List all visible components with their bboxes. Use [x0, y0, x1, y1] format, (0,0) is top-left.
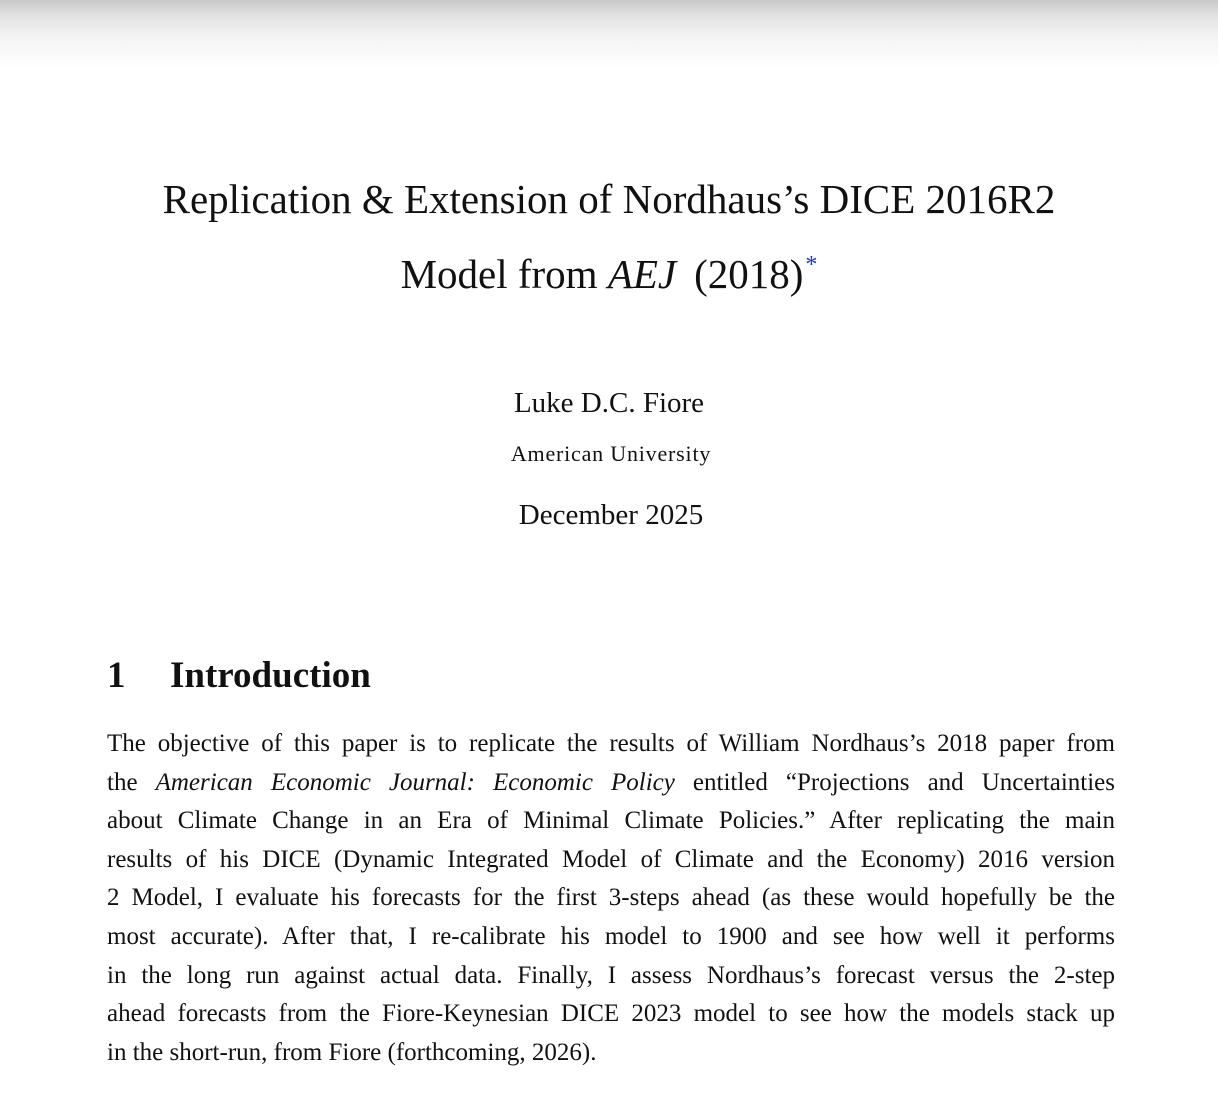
intro-line-9: in the short-run, from Fiore (forthcoming, 2026).	[107, 1039, 597, 1066]
intro-line-5: 2 Model, I evaluate his forecasts for the first 3-steps ahead (as these would hopefully be the	[107, 884, 1115, 911]
intro-line-6: most accurate). After that, I re-calibrate his model to 1900 and see how well it performs	[107, 923, 1115, 950]
intro-line-8: ahead forecasts from the Fiore-Keynesian DICE 2023 model to see how the models stack up	[107, 1000, 1115, 1027]
viewer-top-shadow	[0, 0, 1218, 68]
intro-line-7: in the long run against actual data. Finally, I assess Nordhaus’s forecast versus the 2-step	[107, 962, 1115, 989]
title-footnote-link[interactable]: *	[805, 252, 818, 278]
intro-line-2-prefix: the	[107, 769, 156, 796]
paper-date: December 2025	[518, 499, 704, 531]
paper-title-line-1: Replication & Extension of Nordhaus’s DICE 2016R2	[162, 176, 1056, 222]
section-heading	[107, 654, 371, 698]
journal-name: American Economic Journal: Economic Policy	[155, 769, 675, 796]
section-number: 1	[107, 655, 126, 696]
title-journal: AEJ	[607, 251, 677, 297]
author-name: Luke D.C. Fiore	[513, 387, 705, 419]
intro-line-3: about Climate Change in an Era of Minimal Climate Policies.” After replicating the main	[107, 807, 1115, 834]
title-suffix: (2018)	[694, 251, 804, 297]
intro-line-2-suffix: entitled “Projections and Uncertainties	[674, 769, 1115, 796]
intro-line-2	[107, 768, 1115, 798]
section-title: Introduction	[170, 655, 371, 696]
author-affiliation: American University	[510, 441, 712, 466]
title-prefix: Model from	[400, 251, 608, 297]
paper-title-line-2	[60, 242, 1158, 298]
intro-line-1: The objective of this paper is to replicate the results of William Nordhaus’s 2018 paper from	[107, 730, 1115, 757]
intro-line-4: results of his DICE (Dynamic Integrated Model of Climate and the Economy) 2016 version	[107, 846, 1115, 873]
